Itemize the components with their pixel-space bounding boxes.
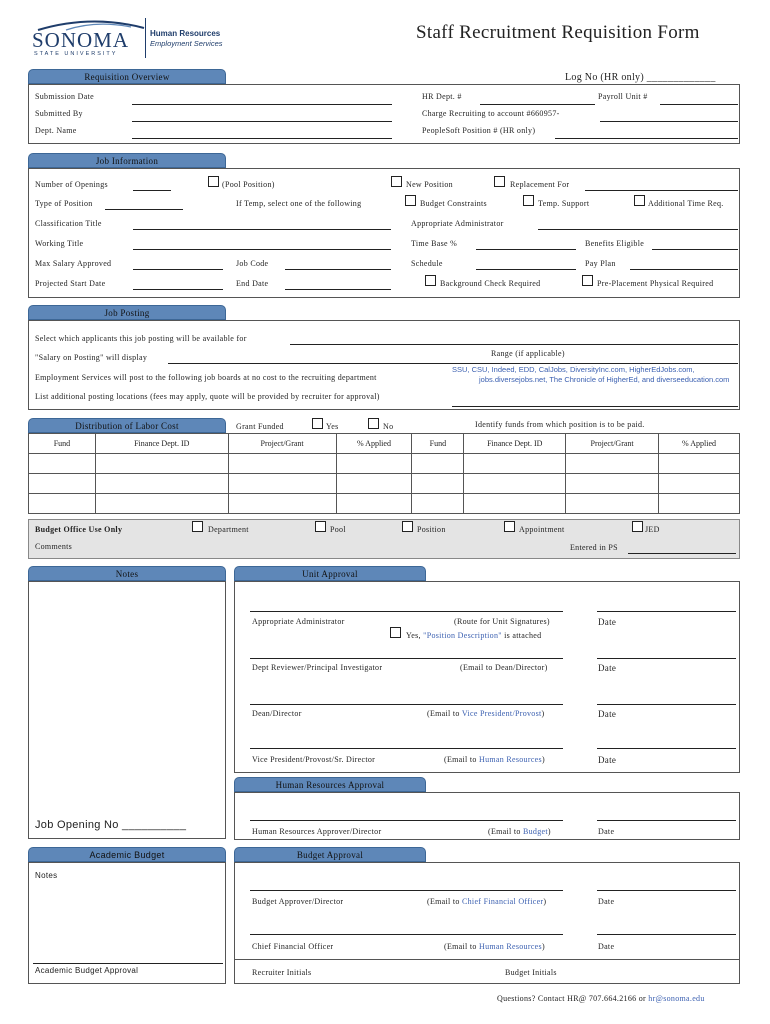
pre-placement-label: Pre-Placement Physical Required <box>597 279 714 288</box>
position-description-checkbox[interactable] <box>390 627 401 638</box>
budget-role-2: Chief Financial Officer <box>252 942 334 951</box>
benefits-eligible-input[interactable] <box>652 249 738 250</box>
col-project-grant-2: Project/Grant <box>566 434 659 454</box>
hr-date: Date <box>598 827 615 836</box>
tab-notes: Notes <box>28 566 226 581</box>
classification-title-input[interactable] <box>133 229 391 230</box>
unit-role-4: Vice President/Provost/Sr. Director <box>252 755 376 764</box>
bo-pool-label: Pool <box>330 525 346 534</box>
peoplesoft-label: PeopleSoft Position # (HR only) <box>422 126 536 135</box>
labor-cost-table <box>28 433 740 514</box>
type-of-position-label: Type of Position <box>35 199 93 208</box>
unit-date-line-3[interactable] <box>597 704 736 705</box>
academic-approval-label: Academic Budget Approval <box>35 966 139 975</box>
logo-divider <box>145 18 146 58</box>
job-code-label: Job Code <box>236 259 269 268</box>
footer-contact: Questions? Contact HR@ 707.664.2166 or hr@sonoma.edu <box>497 994 705 1003</box>
col-finance-dept-2: Finance Dept. ID <box>464 434 566 454</box>
projected-start-input[interactable] <box>133 289 223 290</box>
submission-date-label: Submission Date <box>35 92 94 101</box>
budget-route-2: (Email to Human Resources) <box>444 942 545 951</box>
projected-start-label: Projected Start Date <box>35 279 106 288</box>
hr-role: Human Resources Approver/Director <box>252 827 382 836</box>
academic-notes-label: Notes <box>35 871 58 880</box>
end-date-label: End Date <box>236 279 269 288</box>
initials-divider <box>234 959 740 960</box>
budget-constraints-label: Budget Constraints <box>420 199 487 208</box>
peoplesoft-input[interactable] <box>555 138 738 139</box>
tab-requisition-overview: Requisition Overview <box>28 69 226 84</box>
tab-unit-approval: Unit Approval <box>234 566 426 581</box>
grant-yes-label: Yes <box>326 422 339 431</box>
salary-on-posting-label: "Salary on Posting" will display <box>35 353 148 362</box>
unit-date-1: Date <box>598 617 617 627</box>
tab-hr-approval: Human Resources Approval <box>234 777 426 792</box>
bo-jed-label: JED <box>645 525 660 534</box>
logo-sub: STATE UNIVERSITY <box>34 51 118 57</box>
position-description-link[interactable]: "Position Description" <box>423 631 502 640</box>
salary-on-posting-input[interactable] <box>168 363 738 364</box>
job-boards-line1: SSU, CSU, Indeed, EDD, CalJobs, DiversityInc.com, HigherEdJobs.com, <box>452 365 695 374</box>
footer-email-link[interactable]: hr@sonoma.edu <box>648 994 705 1003</box>
bo-position-checkbox[interactable] <box>402 521 413 532</box>
human-resources-link[interactable]: Human Resources <box>479 755 542 764</box>
bo-entered-ps-label: Entered in PS <box>570 543 618 552</box>
max-salary-input[interactable] <box>133 269 223 270</box>
unit-approval-box <box>234 581 740 773</box>
col-finance-dept: Finance Dept. ID <box>95 434 228 454</box>
unit-route-3: (Email to Vice President/Provost) <box>427 709 545 718</box>
budget-office-label: Budget Office Use Only <box>35 525 123 534</box>
sonoma-logo <box>28 16 233 62</box>
budget-constraints-checkbox[interactable] <box>405 195 416 206</box>
num-openings-label: Number of Openings <box>35 180 108 189</box>
grant-no-label: No <box>383 422 394 431</box>
unit-date-4: Date <box>598 755 617 765</box>
hr-sig-line[interactable] <box>250 820 563 821</box>
col-project-grant: Project/Grant <box>228 434 336 454</box>
col-applied: % Applied <box>336 434 412 454</box>
num-openings-input[interactable] <box>133 190 171 191</box>
bo-department-checkbox[interactable] <box>192 521 203 532</box>
additional-time-label: Additional Time Req. <box>648 199 724 208</box>
vp-provost-link[interactable]: Vice President/Provost <box>461 709 542 718</box>
hr-dept-label: HR Dept. # <box>422 92 462 101</box>
bo-jed-checkbox[interactable] <box>632 521 643 532</box>
hr-link-2[interactable]: Human Resources <box>479 942 542 951</box>
employment-services-label: Employment Services will post to the following job boards at no cost to the recruiting department <box>35 373 377 382</box>
additional-locations-input[interactable] <box>452 406 738 407</box>
hr-dept-input[interactable] <box>480 104 595 105</box>
charge-input[interactable] <box>600 121 738 122</box>
submission-date-input[interactable] <box>132 104 392 105</box>
unit-date-line-4[interactable] <box>597 748 736 749</box>
bo-comments-label: Comments <box>35 542 73 551</box>
form-title: Staff Recruitment Requisition Form <box>416 22 700 43</box>
col-fund: Fund <box>29 434 96 454</box>
budget-initials-label: Budget Initials <box>505 968 557 977</box>
background-check-label: Background Check Required <box>440 279 541 288</box>
appropriate-admin-input[interactable] <box>538 229 738 230</box>
select-applicants-label: Select which applicants this job posting will be available for <box>35 334 247 343</box>
col-fund-2: Fund <box>412 434 464 454</box>
budget-date-line-2[interactable] <box>597 934 736 935</box>
unit-date-2: Date <box>598 663 617 673</box>
additional-time-checkbox[interactable] <box>634 195 645 206</box>
type-of-position-input[interactable] <box>105 209 183 210</box>
time-base-input[interactable] <box>476 249 576 250</box>
unit-sig-line-3[interactable] <box>250 704 563 705</box>
job-code-input[interactable] <box>285 269 391 270</box>
select-applicants-input[interactable] <box>290 344 738 345</box>
unit-route-4: (Email to Human Resources) <box>444 755 545 764</box>
pay-plan-input[interactable] <box>630 269 738 270</box>
col-applied-2: % Applied <box>659 434 740 454</box>
grant-yes-checkbox[interactable] <box>312 418 323 429</box>
replacement-for-input[interactable] <box>585 190 738 191</box>
bo-appointment-checkbox[interactable] <box>504 521 515 532</box>
pool-position-label: (Pool Position) <box>222 180 275 189</box>
replacement-for-label: Replacement For <box>510 180 570 189</box>
submitted-by-label: Submitted By <box>35 109 83 118</box>
table-row <box>29 454 740 474</box>
classification-title-label: Classification Title <box>35 219 102 228</box>
unit-date-line-1[interactable] <box>597 611 736 612</box>
budget-role-1: Budget Approver/Director <box>252 897 344 906</box>
schedule-input[interactable] <box>476 269 576 270</box>
budget-link[interactable]: Budget <box>523 827 548 836</box>
academic-approval-line[interactable] <box>33 963 223 964</box>
unit-role-1: Appropriate Administrator <box>252 617 345 626</box>
budget-sig-line-2[interactable] <box>250 934 563 935</box>
temp-support-label: Temp. Support <box>538 199 590 208</box>
tab-labor-cost: Distribution of Labor Cost <box>28 418 226 433</box>
job-boards-line2: jobs.diversejobs.net, The Chronicle of HigherEd, and diverseeducation.com <box>479 375 730 384</box>
max-salary-label: Max Salary Approved <box>35 259 112 268</box>
tab-budget-approval: Budget Approval <box>234 847 426 862</box>
tab-job-information: Job Information <box>28 153 226 168</box>
budget-route-1: (Email to Chief Financial Officer) <box>427 897 547 906</box>
end-date-input[interactable] <box>285 289 391 290</box>
working-title-label: Working Title <box>35 239 84 248</box>
dept-name-input[interactable] <box>132 138 392 139</box>
bo-pool-checkbox[interactable] <box>315 521 326 532</box>
unit-role-2: Dept Reviewer/Principal Investigator <box>252 663 383 672</box>
table-row <box>29 474 740 494</box>
appropriate-admin-label: Appropriate Administrator <box>411 219 504 228</box>
table-row <box>29 494 740 514</box>
bo-department-label: Department <box>208 525 249 534</box>
temp-support-checkbox[interactable] <box>523 195 534 206</box>
range-label: Range (if applicable) <box>491 349 565 358</box>
bo-entered-ps-input[interactable] <box>628 553 736 554</box>
payroll-unit-label: Payroll Unit # <box>598 92 648 101</box>
cfo-link[interactable]: Chief Financial Officer <box>462 897 544 906</box>
bo-appointment-label: Appointment <box>519 525 565 534</box>
budget-date-line-1[interactable] <box>597 890 736 891</box>
recruiter-initials-label: Recruiter Initials <box>252 968 312 977</box>
position-description-label: Yes, "Position Description" is attached <box>406 631 542 640</box>
budget-date-2: Date <box>598 942 615 951</box>
job-opening-no-label: Job Opening No __________ <box>35 819 187 831</box>
working-title-input[interactable] <box>133 249 391 250</box>
unit-sig-line-1[interactable] <box>250 611 563 612</box>
pool-position-checkbox[interactable] <box>208 176 219 187</box>
grant-funded-label: Grant Funded <box>236 422 284 431</box>
schedule-label: Schedule <box>411 259 443 268</box>
hr-date-line[interactable] <box>597 820 736 821</box>
tab-academic-budget: Academic Budget <box>28 847 226 862</box>
logo-dept1: Human Resources <box>150 29 221 38</box>
submitted-by-input[interactable] <box>132 121 392 122</box>
tab-job-posting: Job Posting <box>28 305 226 320</box>
payroll-unit-input[interactable] <box>660 104 738 105</box>
unit-role-3: Dean/Director <box>252 709 302 718</box>
new-position-label: New Position <box>406 180 453 189</box>
budget-date-1: Date <box>598 897 615 906</box>
bo-position-label: Position <box>417 525 446 534</box>
background-check-checkbox[interactable] <box>425 275 436 286</box>
pay-plan-label: Pay Plan <box>585 259 616 268</box>
unit-date-3: Date <box>598 709 617 719</box>
logo-name: SONOMA <box>32 28 130 52</box>
new-position-checkbox[interactable] <box>391 176 402 187</box>
logo-dept2: Employment Services <box>150 39 223 48</box>
budget-approval-box <box>234 862 740 984</box>
charge-label: Charge Recruiting to account #660957- <box>422 109 560 118</box>
time-base-label: Time Base % <box>411 239 458 248</box>
unit-sig-line-2[interactable] <box>250 658 563 659</box>
notes-box[interactable] <box>28 581 226 839</box>
log-no: Log No (HR only) _____________ <box>565 72 716 83</box>
unit-date-line-2[interactable] <box>597 658 736 659</box>
unit-sig-line-4[interactable] <box>250 748 563 749</box>
hr-route: (Email to Budget) <box>488 827 551 836</box>
grant-no-checkbox[interactable] <box>368 418 379 429</box>
pre-placement-checkbox[interactable] <box>582 275 593 286</box>
replacement-for-checkbox[interactable] <box>494 176 505 187</box>
if-temp-label: If Temp, select one of the following <box>236 199 362 208</box>
budget-sig-line-1[interactable] <box>250 890 563 891</box>
unit-route-1: (Route for Unit Signatures) <box>454 617 550 626</box>
identify-funds-label: Identify funds from which position is to be paid. <box>475 420 645 429</box>
benefits-eligible-label: Benefits Eligible <box>585 239 645 248</box>
unit-route-2: (Email to Dean/Director) <box>460 663 548 672</box>
additional-locations-label: List additional posting locations (fees may apply, quote will be provided by recruiter for approval) <box>35 392 380 401</box>
dept-name-label: Dept. Name <box>35 126 77 135</box>
